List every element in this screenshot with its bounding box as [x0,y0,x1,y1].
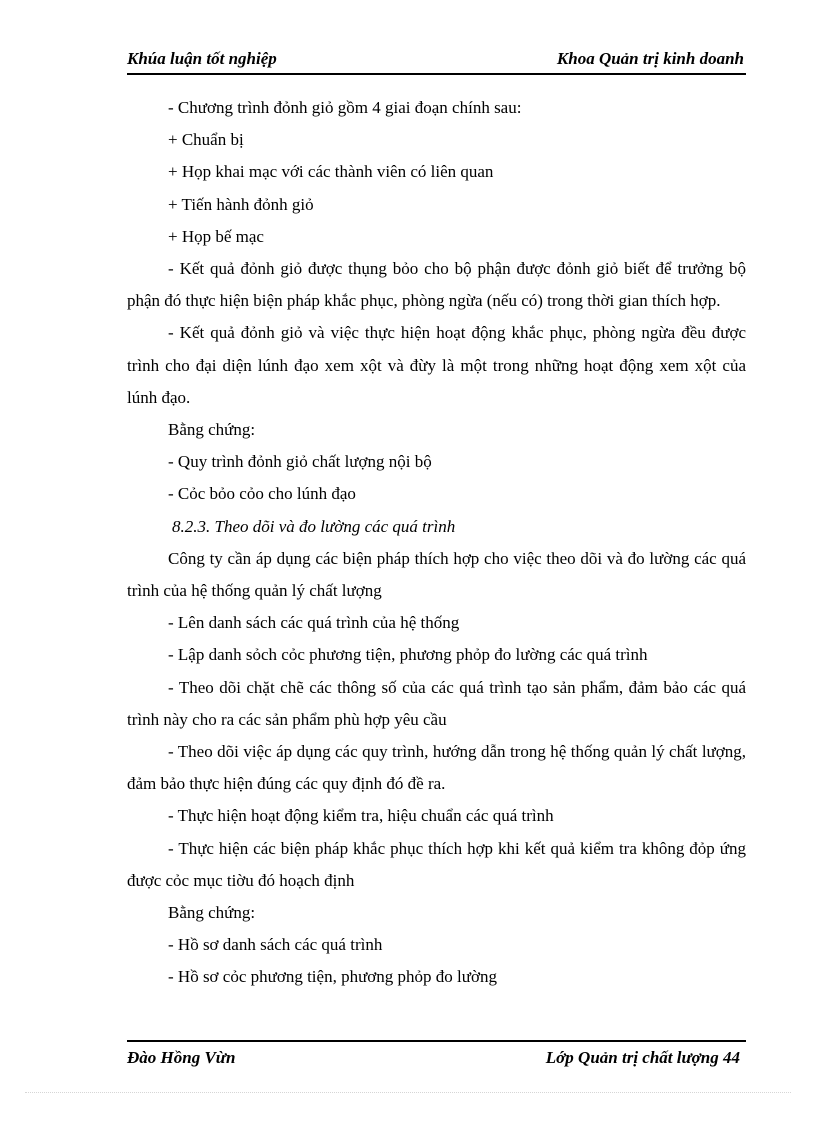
paragraph: + Tiến hành đỏnh giỏ [168,194,314,214]
paragraph: Công ty cần áp dụng các biện pháp thích hợp cho việc theo dõi và đo lường các quá trình của hệ thống quản lý chất lượng [127,548,746,601]
paragraph: - Kết quả đỏnh giỏ và việc thực hiện hoạt động khắc phục, phòng ngừa đều được trình cho đại diện lúnh đạo xem xột và đừy là một trong những hoạt động xem xột của lúnh đạo. [127,323,746,407]
paragraph: Bằng chứng: [168,903,256,923]
section-heading: 8.2.3. Theo dõi và đo lường các quá trình [172,516,456,536]
paragraph: - Cỏc bỏo cỏo cho lúnh đạo [168,484,356,504]
header-right-text: Khoa Quản trị kinh doanh [556,49,744,68]
paragraph: - Lập danh sỏch cỏc phương tiện, phương phỏp đo lường các quá trình [168,645,648,665]
paragraph: - Kết quả đỏnh giỏ được thụng bỏo cho bộ phận được đỏnh giỏ biết để trưởng bộ phận đó thực hiện biện pháp khắc phục, phòng ngừa (nếu có) trong thời gian thích hợp. [127,259,746,311]
paragraph: - Thực hiện hoạt động kiểm tra, hiệu chuẩn các quá trình [168,806,554,826]
paragraph: - Chương trình đỏnh giỏ gồm 4 giai đoạn chính sau: [168,98,522,117]
paragraph: - Quy trình đỏnh giỏ chất lượng nội bộ [168,452,432,472]
paragraph: - Thực hiện các biện pháp khắc phục thích hợp khi kết quả kiểm tra không đỏp ứng được cỏc mục tiờu đó hoạch định [127,838,746,890]
paragraph: + Họp bế mạc [168,226,264,246]
footer-class: Lớp Quản trị chất lượng 44 [545,1048,740,1067]
paragraph: - Lên danh sách các quá trình của hệ thống [168,613,460,633]
paragraph: + Họp khai mạc với các thành viên có liên quan [168,162,494,182]
paragraph: Bằng chứng: [168,420,256,440]
paragraph: - Hồ sơ danh sách các quá trình [168,935,383,955]
paragraph: + Chuẩn bị [168,130,244,150]
page-bottom-divider [25,1092,791,1093]
paragraph: - Hồ sơ cỏc phương tiện, phương phỏp đo lường [168,967,497,987]
header-left-text: Khúa luận tốt nghiệp [127,49,277,68]
page-header [127,47,746,75]
paragraph: - Theo dõi chặt chẽ các thông số của các quá trình tạo sản phẩm, đảm bảo các quá trình này cho ra các sản phẩm phù hợp yêu cầu [127,677,746,729]
page-footer [127,1040,746,1072]
paragraph: - Theo dõi việc áp dụng các quy trình, hướng dẫn trong hệ thống quản lý chất lượng, đảm bảo thực hiện đúng các quy định đó đề ra. [127,742,746,794]
footer-author: Đào Hồng Vừn [127,1048,236,1067]
document-body [127,92,746,994]
